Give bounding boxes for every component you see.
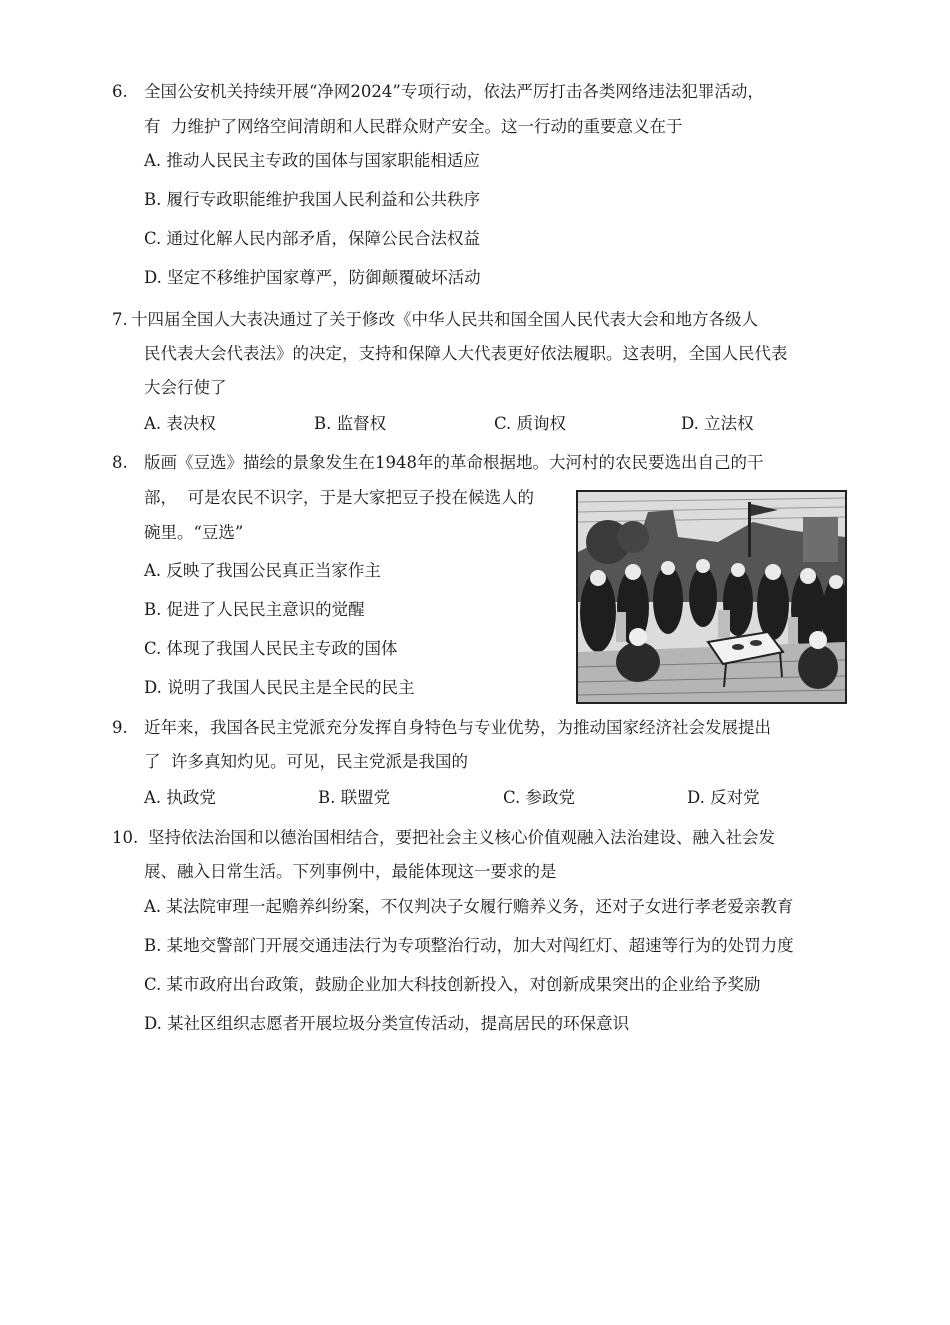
option-d: D. 说明了我国人民民主是全民的民主 (144, 678, 415, 697)
question-stem-line: 坚持依法治国和以德治国相结合，要把社会主义核心价值观融入法治建设、融入社会发 (148, 828, 775, 847)
option-b: B. 某地交警部门开展交通违法行为专项整治行动，加大对闯红灯、超速等行为的处罚力度 (144, 936, 794, 955)
option-d: D. 立法权 (681, 414, 754, 433)
option-b: B. 监督权 (314, 414, 387, 433)
option-d: D. 某社区组织志愿者开展垃圾分类宣传活动，提高居民的环保意识 (144, 1014, 630, 1033)
question-number: 7. (112, 310, 128, 329)
option-b: B. 履行专政职能维护我国人民利益和公共秩序 (144, 190, 481, 209)
question-stem-line: 近年来，我国各民主党派充分发挥自身特色与专业优势，为推动国家经济社会发展提出 (144, 718, 771, 737)
question-number: 6. (112, 82, 128, 101)
question-stem-line: 展、融入日常生活。下列事例中，最能体现这一要求的是 (144, 862, 557, 881)
question-stem-line: 全国公安机关持续开展“净网2024”专项行动，依法严厉打击各类网络违法犯罪活动， (144, 82, 764, 101)
question-number: 10. (112, 828, 139, 847)
option-c: C. 通过化解人民内部矛盾，保障公民合法权益 (144, 229, 481, 248)
woodcut-print-image (576, 490, 847, 704)
option-b: B. 联盟党 (318, 788, 391, 807)
option-c: C. 质询权 (494, 414, 567, 433)
question-number: 9. (112, 718, 128, 737)
question-stem-line: 民代表大会代表法》的决定，支持和保障人大代表更好依法履职。这表明，全国人民代表 (144, 344, 788, 363)
option-d: D. 坚定不移维护国家尊严，防御颠覆破坏活动 (144, 268, 481, 287)
option-a: A. 某法院审理一起赡养纠纷案，不仅判决子女履行赡养义务，还对子女进行孝老爱亲教育 (144, 897, 794, 916)
question-stem-line: 大会行使了 (144, 378, 227, 397)
question-stem-line: 十四届全国人大表决通过了关于修改《中华人民共和国全国人民代表大会和地方各级人 (131, 310, 758, 329)
option-c: C. 体现了我国人民民主专政的国体 (144, 639, 398, 658)
question-number: 8. (112, 453, 128, 472)
option-b: B. 促进了人民民主意识的觉醒 (144, 600, 365, 619)
option-c: C. 参政党 (503, 788, 576, 807)
option-c: C. 某市政府出台政策，鼓励企业加大科技创新投入，对创新成果突出的企业给予奖励 (144, 975, 761, 994)
option-d: D. 反对党 (687, 788, 760, 807)
option-a: A. 表决权 (144, 414, 216, 433)
question-stem-line: 了 许多真知灼见。可见，民主党派是我国的 (144, 752, 468, 771)
option-a: A. 推动人民民主专政的国体与国家职能相适应 (144, 151, 480, 170)
option-a: A. 反映了我国公民真正当家作主 (144, 561, 381, 580)
question-stem-line: 版画《豆选》描绘的景象发生在1948年的革命根据地。大河村的农民要选出自己的干 (144, 453, 764, 472)
question-stem-line: 碗里。“豆选” (144, 523, 244, 542)
question-stem-line: 有 力维护了网络空间清朗和人民群众财产安全。这一行动的重要意义在于 (144, 117, 683, 136)
option-a: A. 执政党 (144, 788, 216, 807)
question-stem-line: 部， 可是农民不识字，于是大家把豆子投在候选人的 (144, 488, 534, 507)
